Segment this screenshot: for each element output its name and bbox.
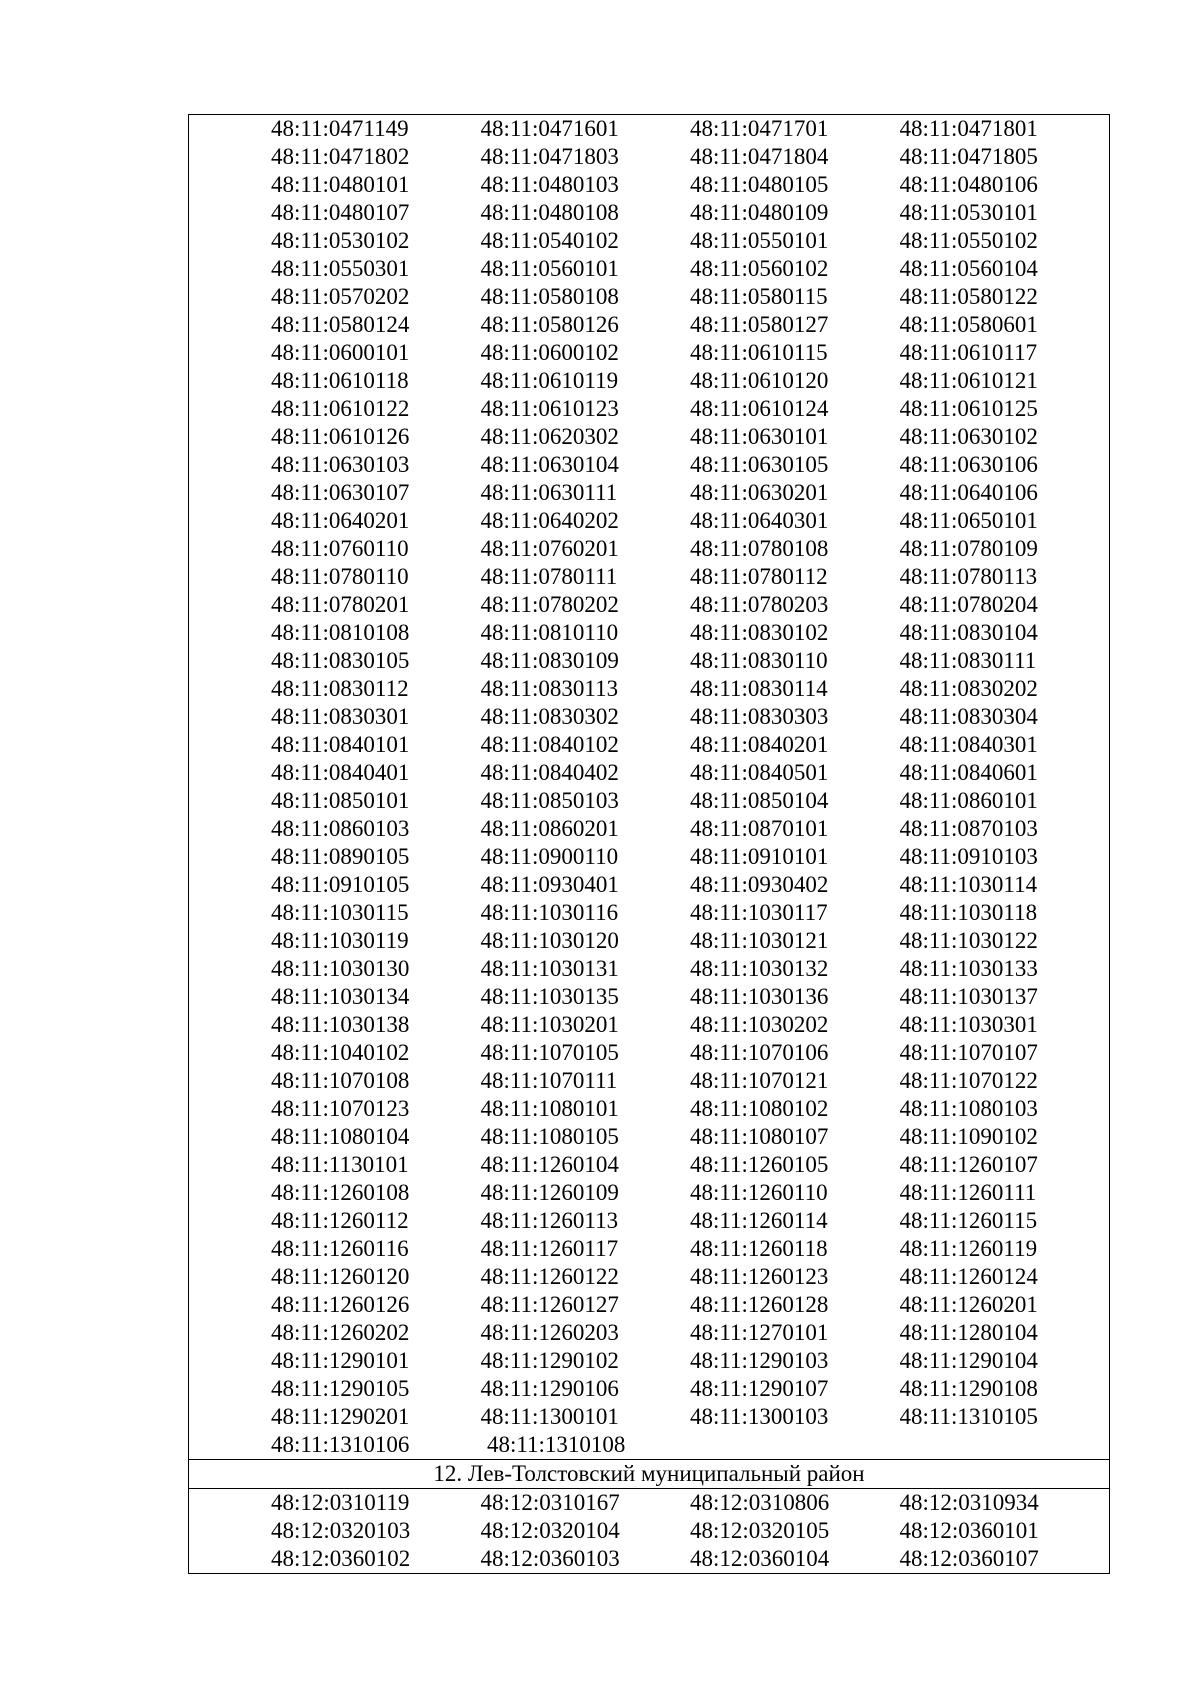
cadastral-number-cell: 48:11:1080103 — [899, 1096, 1038, 1121]
cadastral-number-cell: 48:11:0780203 — [690, 592, 829, 617]
cadastral-number-cell: 48:11:0840601 — [899, 760, 1038, 785]
cadastral-number-cell: 48:11:1030116 — [480, 900, 619, 925]
cadastral-number-cell: 48:11:0630102 — [899, 424, 1038, 449]
cadastral-number-cell: 48:11:0610122 — [271, 396, 410, 421]
cadastral-number-cell: 48:11:0610117 — [899, 340, 1038, 365]
cadastral-number-cell: 48:11:1260112 — [271, 1208, 409, 1233]
cadastral-number-cell: 48:12:0310806 — [690, 1490, 830, 1515]
table-row — [189, 1517, 1109, 1545]
table-row — [189, 143, 1109, 171]
cadastral-number-cell: 48:11:1290108 — [899, 1376, 1038, 1401]
cadastral-number-cell: 48:11:1310108 — [487, 1432, 626, 1457]
table-row — [189, 1123, 1109, 1151]
cadastral-number-cell: 48:11:0780109 — [899, 536, 1038, 561]
cadastral-number-cell: 48:11:1030119 — [271, 928, 409, 953]
cadastral-number-cell: 48:11:0830202 — [899, 676, 1038, 701]
cadastral-number-cell: 48:11:1260202 — [271, 1320, 410, 1345]
cadastral-number-cell: 48:11:1260115 — [899, 1208, 1038, 1233]
table-row — [189, 1375, 1109, 1403]
cadastral-number-cell: 48:11:0580115 — [690, 284, 828, 309]
cadastral-number-cell: 48:11:1030301 — [899, 1012, 1038, 1037]
cadastral-number-cell: 48:11:0630101 — [690, 424, 829, 449]
cadastral-number-cell: 48:11:1080105 — [480, 1124, 619, 1149]
cadastral-number-cell: 48:11:0480105 — [690, 172, 829, 197]
cadastral-number-cell: 48:11:1290105 — [271, 1376, 410, 1401]
table-row — [189, 983, 1109, 1011]
cadastral-number-cell: 48:11:1030130 — [271, 956, 410, 981]
cadastral-number-cell: 48:11:1030121 — [690, 928, 829, 953]
cadastral-number-cell: 48:11:0471802 — [271, 144, 410, 169]
cadastral-number-cell: 48:11:0580124 — [271, 312, 410, 337]
cadastral-number-cell: 48:11:0830102 — [690, 620, 829, 645]
table-row — [189, 1179, 1109, 1207]
cadastral-number-cell: 48:11:0910105 — [271, 872, 410, 897]
cadastral-number-cell: 48:11:0910103 — [899, 844, 1038, 869]
table-row — [189, 227, 1109, 255]
cadastral-number-cell: 48:11:0650101 — [899, 508, 1038, 533]
table-row — [189, 815, 1109, 843]
cadastral-number-cell: 48:11:0840201 — [690, 732, 829, 757]
cadastral-number-cell: 48:11:0830114 — [690, 676, 828, 701]
cadastral-number-cell: 48:11:1310105 — [899, 1404, 1038, 1429]
cadastral-number-cell: 48:11:1260126 — [271, 1292, 410, 1317]
cadastral-number-cell: 48:11:1030120 — [480, 928, 619, 953]
cadastral-number-cell: 48:11:0610121 — [899, 368, 1038, 393]
table-row — [189, 647, 1109, 675]
cadastral-number-cell: 48:11:0530102 — [271, 228, 410, 253]
cadastral-number-cell: 48:11:1290201 — [271, 1404, 410, 1429]
cadastral-number-cell: 48:11:1260113 — [480, 1208, 619, 1233]
cadastral-number-cell: 48:11:1070108 — [271, 1068, 410, 1093]
cadastral-number-cell: 48:11:1260123 — [690, 1264, 829, 1289]
table-row — [189, 1347, 1109, 1375]
cadastral-number-cell: 48:12:0360104 — [690, 1546, 830, 1571]
table-row — [189, 115, 1109, 143]
cadastral-number-cell: 48:11:0480108 — [480, 200, 619, 225]
cadastral-number-cell: 48:12:0310167 — [480, 1490, 620, 1515]
table-row — [189, 255, 1109, 283]
cadastral-number-cell: 48:11:0630106 — [899, 452, 1038, 477]
cadastral-number-cell: 48:11:1030136 — [690, 984, 829, 1009]
cadastral-number-cell: 48:12:0320105 — [690, 1518, 830, 1543]
cadastral-number-cell: 48:11:0580601 — [899, 312, 1038, 337]
cadastral-number-cell: 48:11:0580127 — [690, 312, 829, 337]
cadastral-number-cell: 48:11:0630107 — [271, 480, 410, 505]
table-row — [189, 1319, 1109, 1347]
table-row — [189, 507, 1109, 535]
cadastral-number-cell: 48:12:0360102 — [271, 1546, 411, 1571]
cadastral-number-cell: 48:11:1030131 — [480, 956, 619, 981]
cadastral-number-cell: 48:11:0480103 — [480, 172, 619, 197]
cadastral-number-cell: 48:11:0890105 — [271, 844, 410, 869]
cadastral-number-cell: 48:11:0471701 — [690, 116, 829, 141]
cadastral-number-cell: 48:11:1030118 — [899, 900, 1038, 925]
cadastral-number-cell: 48:11:0610125 — [899, 396, 1038, 421]
cadastral-number-cell: 48:11:0840401 — [271, 760, 410, 785]
cadastral-number-cell: 48:11:1070121 — [690, 1068, 829, 1093]
cadastral-number-cell: 48:11:1260201 — [899, 1292, 1038, 1317]
cadastral-number-cell: 48:11:1080107 — [690, 1124, 829, 1149]
cadastral-number-cell: 48:11:1030114 — [899, 872, 1038, 897]
cadastral-number-cell: 48:11:0630201 — [690, 480, 829, 505]
cadastral-number-cell: 48:11:0480101 — [271, 172, 410, 197]
cadastral-number-cell: 48:11:0640201 — [271, 508, 410, 533]
cadastral-number-cell: 48:11:1070122 — [899, 1068, 1038, 1093]
cadastral-number-cell: 48:11:0780108 — [690, 536, 829, 561]
table-row — [189, 1263, 1109, 1291]
cadastral-number-cell: 48:11:1260105 — [690, 1152, 829, 1177]
cadastral-number-cell: 48:11:0780202 — [480, 592, 619, 617]
cadastral-number-cell: 48:11:0471801 — [899, 116, 1038, 141]
cadastral-number-cell: 48:11:1260104 — [480, 1152, 619, 1177]
cadastral-number-cell: 48:11:1290102 — [480, 1348, 619, 1373]
cadastral-number-cell: 48:11:1260120 — [271, 1264, 410, 1289]
cadastral-number-cell: 48:11:0870103 — [899, 816, 1038, 841]
cadastral-number-cell: 48:11:1030135 — [480, 984, 619, 1009]
table-row — [189, 563, 1109, 591]
table-row — [189, 339, 1109, 367]
cadastral-number-cell: 48:11:0610126 — [271, 424, 410, 449]
cadastral-number-cell: 48:11:1290101 — [271, 1348, 410, 1373]
cadastral-number-cell: 48:11:0610123 — [480, 396, 619, 421]
cadastral-number-cell: 48:11:1080104 — [271, 1124, 410, 1149]
cadastral-number-cell: 48:11:1260111 — [899, 1180, 1037, 1205]
cadastral-number-cell: 48:11:0830110 — [690, 648, 828, 673]
table-row — [189, 843, 1109, 871]
cadastral-number-cell: 48:11:0640106 — [899, 480, 1038, 505]
table-row — [189, 1011, 1109, 1039]
cadastral-number-cell: 48:11:0780110 — [271, 564, 409, 589]
cadastral-number-cell: 48:11:1030117 — [690, 900, 828, 925]
cadastral-number-cell: 48:11:0550102 — [899, 228, 1038, 253]
cadastral-number-cell: 48:11:0630105 — [690, 452, 829, 477]
section-title-lev-tolstovsky: 12. Лев-Толстовский муниципальный район — [189, 1459, 1109, 1488]
cadastral-number-cell: 48:11:0780204 — [899, 592, 1038, 617]
table-row — [189, 1067, 1109, 1095]
table-row — [189, 787, 1109, 815]
table-row — [189, 1489, 1109, 1517]
cadastral-number-cell: 48:12:0360103 — [480, 1546, 620, 1571]
cadastral-number-cell: 48:11:0830302 — [480, 704, 619, 729]
cadastral-number-cell: 48:11:0580122 — [899, 284, 1038, 309]
table-row — [189, 703, 1109, 731]
cadastral-number-cell: 48:11:1260128 — [690, 1292, 829, 1317]
cadastral-number-cell: 48:11:0840102 — [480, 732, 619, 757]
cadastral-number-cell: 48:12:0360107 — [899, 1546, 1039, 1571]
table-row — [189, 171, 1109, 199]
cadastral-number-cell: 48:11:1260114 — [690, 1208, 828, 1233]
cadastral-number-cell: 48:11:0600102 — [480, 340, 619, 365]
table-row — [189, 1291, 1109, 1319]
cadastral-number-cell: 48:11:0560102 — [690, 256, 829, 281]
cadastral-number-cell: 48:11:0471804 — [690, 144, 829, 169]
table-row — [189, 423, 1109, 451]
cadastral-number-cell: 48:11:0840501 — [690, 760, 829, 785]
cadastral-number-cell: 48:11:1070123 — [271, 1096, 410, 1121]
cadastral-number-cell: 48:11:1260127 — [480, 1292, 619, 1317]
cadastral-number-cell: 48:11:0530101 — [899, 200, 1038, 225]
cadastral-number-cell: 48:11:0830105 — [271, 648, 410, 673]
cadastral-number-cell: 48:11:0471805 — [899, 144, 1038, 169]
cadastral-number-cell: 48:11:0570202 — [271, 284, 410, 309]
table-row — [189, 479, 1109, 507]
cadastral-number-cell: 48:12:0310934 — [899, 1490, 1039, 1515]
cadastral-number-cell: 48:11:0840301 — [899, 732, 1038, 757]
section-11-body — [189, 115, 1109, 1459]
cadastral-number-cell: 48:11:1260116 — [271, 1236, 409, 1261]
table-row — [189, 1431, 1109, 1459]
cadastral-number-cell: 48:11:1070106 — [690, 1040, 829, 1065]
table-row — [189, 1235, 1109, 1263]
cadastral-number-cell: 48:11:1260124 — [899, 1264, 1038, 1289]
cadastral-number-cell: 48:11:1080102 — [690, 1096, 829, 1121]
cadastral-number-cell: 48:11:1070111 — [480, 1068, 618, 1093]
table-row — [189, 899, 1109, 927]
cadastral-number-cell: 48:11:1260122 — [480, 1264, 619, 1289]
table-row — [189, 1545, 1109, 1573]
cadastral-number-cell: 48:11:0480107 — [271, 200, 410, 225]
cadastral-number-cell: 48:11:1070105 — [480, 1040, 619, 1065]
cadastral-number-cell: 48:11:1070107 — [899, 1040, 1038, 1065]
table-row — [189, 675, 1109, 703]
cadastral-number-cell: 48:11:0560101 — [480, 256, 619, 281]
cadastral-number-cell: 48:11:0610118 — [271, 368, 409, 393]
cadastral-number-cell: 48:11:0870101 — [690, 816, 829, 841]
cadastral-number-cell: 48:11:0860101 — [899, 788, 1038, 813]
cadastral-table — [188, 114, 1110, 1574]
table-row — [189, 451, 1109, 479]
cadastral-number-cell: 48:11:1260118 — [690, 1236, 828, 1261]
cadastral-number-cell: 48:11:0830301 — [271, 704, 410, 729]
cadastral-number-cell: 48:11:1030202 — [690, 1012, 829, 1037]
cadastral-number-cell: 48:11:0840402 — [480, 760, 619, 785]
cadastral-number-cell: 48:11:0540102 — [480, 228, 619, 253]
cadastral-number-cell: 48:11:1080101 — [480, 1096, 619, 1121]
cadastral-number-cell: 48:11:0830304 — [899, 704, 1038, 729]
cadastral-number-cell: 48:11:0640202 — [480, 508, 619, 533]
cadastral-number-cell: 48:11:1030132 — [690, 956, 829, 981]
cadastral-number-cell: 48:11:0550101 — [690, 228, 829, 253]
cadastral-number-cell: 48:11:0600101 — [271, 340, 410, 365]
cadastral-number-cell: 48:11:1260107 — [899, 1152, 1038, 1177]
cadastral-number-cell: 48:11:1260110 — [690, 1180, 828, 1205]
cadastral-number-cell: 48:11:0850101 — [271, 788, 410, 813]
cadastral-number-cell: 48:11:1260108 — [271, 1180, 410, 1205]
cadastral-number-cell: 48:11:1310106 — [271, 1432, 410, 1457]
cadastral-number-cell: 48:11:1260203 — [480, 1320, 619, 1345]
cadastral-number-cell: 48:11:0630111 — [480, 480, 618, 505]
cadastral-number-cell: 48:11:0480109 — [690, 200, 829, 225]
table-row — [189, 955, 1109, 983]
cadastral-number-cell: 48:11:1030138 — [271, 1012, 410, 1037]
table-row — [189, 367, 1109, 395]
cadastral-number-cell: 48:11:1290103 — [690, 1348, 829, 1373]
cadastral-number-cell: 48:11:0760110 — [271, 536, 409, 561]
table-row — [189, 283, 1109, 311]
cadastral-number-cell: 48:11:1290107 — [690, 1376, 829, 1401]
cadastral-number-cell: 48:11:1300103 — [690, 1404, 829, 1429]
cadastral-number-cell: 48:11:1260117 — [480, 1236, 619, 1261]
table-row — [189, 1039, 1109, 1067]
cadastral-number-cell: 48:11:0850103 — [480, 788, 619, 813]
table-row — [189, 1403, 1109, 1431]
cadastral-number-cell: 48:11:0480106 — [899, 172, 1038, 197]
cadastral-number-cell: 48:11:1030134 — [271, 984, 410, 1009]
cadastral-number-cell: 48:11:0780201 — [271, 592, 410, 617]
table-row — [189, 759, 1109, 787]
cadastral-number-cell: 48:11:0610115 — [690, 340, 828, 365]
cadastral-number-cell: 48:11:0900110 — [480, 844, 619, 869]
cadastral-number-cell: 48:11:1090102 — [899, 1124, 1038, 1149]
cadastral-number-cell: 48:11:1030133 — [899, 956, 1038, 981]
table-row — [189, 591, 1109, 619]
cadastral-number-cell: 48:11:0860103 — [271, 816, 410, 841]
table-row — [189, 619, 1109, 647]
cadastral-number-cell: 48:11:0830109 — [480, 648, 619, 673]
cadastral-number-cell: 48:11:1040102 — [271, 1040, 410, 1065]
cadastral-number-cell: 48:11:0580126 — [480, 312, 619, 337]
table-row — [189, 927, 1109, 955]
cadastral-number-cell: 48:12:0360101 — [899, 1518, 1039, 1543]
cadastral-number-cell: 48:12:0310119 — [271, 1490, 410, 1515]
cadastral-number-cell: 48:11:0580108 — [480, 284, 619, 309]
cadastral-number-cell: 48:11:0830104 — [899, 620, 1038, 645]
cadastral-number-cell: 48:11:0780111 — [480, 564, 618, 589]
cadastral-number-cell: 48:11:0471149 — [271, 116, 409, 141]
cadastral-number-cell: 48:11:1030137 — [899, 984, 1038, 1009]
cadastral-number-cell: 48:11:0930401 — [480, 872, 619, 897]
cadastral-number-cell: 48:11:0910101 — [690, 844, 829, 869]
cadastral-number-cell: 48:11:1030115 — [271, 900, 409, 925]
cadastral-number-cell: 48:11:0610124 — [690, 396, 829, 421]
cadastral-number-cell: 48:11:1300101 — [480, 1404, 619, 1429]
cadastral-number-cell: 48:11:0810108 — [271, 620, 410, 645]
cadastral-number-cell: 48:11:1270101 — [690, 1320, 829, 1345]
table-row — [189, 199, 1109, 227]
cadastral-number-cell: 48:11:1030122 — [899, 928, 1038, 953]
cadastral-number-cell: 48:11:0610120 — [690, 368, 829, 393]
cadastral-number-cell: 48:11:0830303 — [690, 704, 829, 729]
cadastral-number-cell: 48:11:1260109 — [480, 1180, 619, 1205]
cadastral-number-cell: 48:11:0830112 — [271, 676, 409, 701]
cadastral-number-cell: 48:12:0320103 — [271, 1518, 411, 1543]
cadastral-number-cell: 48:11:0830111 — [899, 648, 1037, 673]
cadastral-number-cell: 48:11:1280104 — [899, 1320, 1038, 1345]
cadastral-number-cell: 48:11:0810110 — [480, 620, 619, 645]
cadastral-number-cell: 48:11:0850104 — [690, 788, 829, 813]
cadastral-number-cell: 48:11:0630104 — [480, 452, 619, 477]
cadastral-number-cell: 48:11:0610119 — [480, 368, 619, 393]
table-row — [189, 731, 1109, 759]
cadastral-number-cell: 48:11:0930402 — [690, 872, 829, 897]
cadastral-number-cell: 48:11:0780112 — [690, 564, 828, 589]
cadastral-number-cell: 48:11:0640301 — [690, 508, 829, 533]
cadastral-number-cell: 48:11:0860201 — [480, 816, 619, 841]
cadastral-number-cell: 48:11:1290104 — [899, 1348, 1038, 1373]
cadastral-number-cell: 48:12:0320104 — [480, 1518, 620, 1543]
cadastral-number-cell: 48:11:0630103 — [271, 452, 410, 477]
table-row — [189, 1095, 1109, 1123]
table-row — [189, 1207, 1109, 1235]
cadastral-number-cell: 48:11:1130101 — [271, 1152, 409, 1177]
section-12-body — [189, 1488, 1109, 1573]
cadastral-number-cell: 48:11:0840101 — [271, 732, 410, 757]
cadastral-number-cell: 48:11:1030201 — [480, 1012, 619, 1037]
table-row — [189, 1151, 1109, 1179]
cadastral-number-cell: 48:11:0620302 — [480, 424, 619, 449]
cadastral-number-cell: 48:11:1260119 — [899, 1236, 1038, 1261]
table-row — [189, 871, 1109, 899]
cadastral-number-cell: 48:11:0830113 — [480, 676, 619, 701]
table-row — [189, 311, 1109, 339]
table-row — [189, 535, 1109, 563]
cadastral-number-cell: 48:11:0471803 — [480, 144, 619, 169]
cadastral-number-cell: 48:11:0560104 — [899, 256, 1038, 281]
cadastral-number-cell: 48:11:0760201 — [480, 536, 619, 561]
cadastral-number-cell: 48:11:1290106 — [480, 1376, 619, 1401]
table-row — [189, 395, 1109, 423]
cadastral-number-cell: 48:11:0471601 — [480, 116, 619, 141]
cadastral-number-cell: 48:11:0780113 — [899, 564, 1038, 589]
cadastral-number-cell: 48:11:0550301 — [271, 256, 410, 281]
